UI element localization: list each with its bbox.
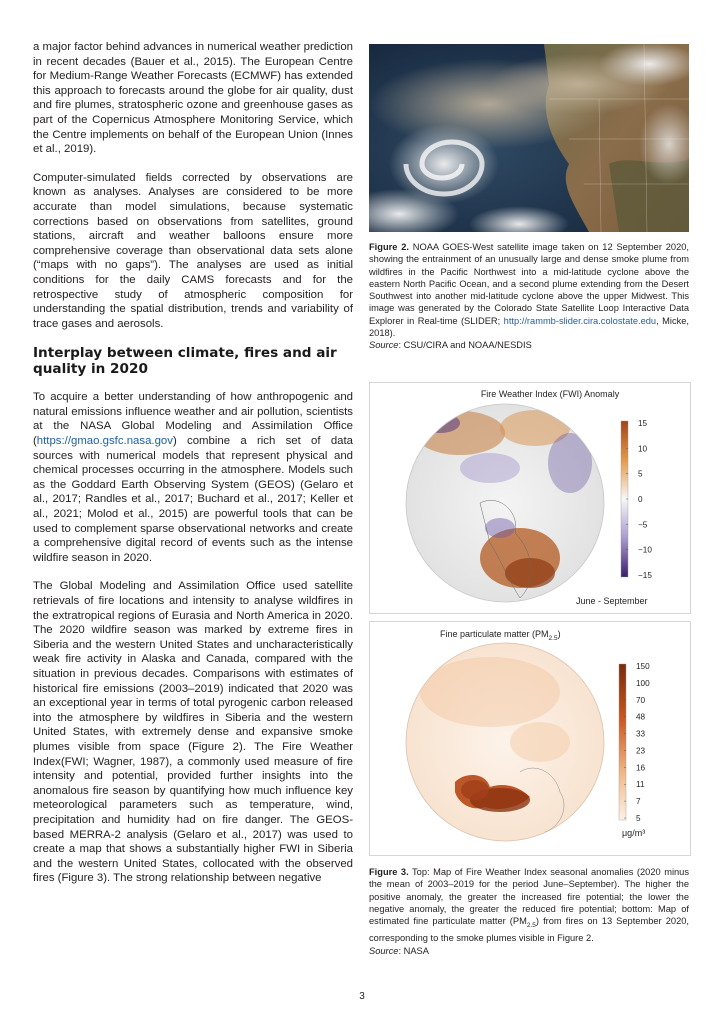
pm-tick-label: 11: [636, 780, 645, 790]
figure3-source-label: Source: [369, 945, 399, 956]
pm-tick-label: 23: [636, 746, 646, 756]
fwi-tick-label: 5: [638, 469, 643, 479]
body-paragraph: a major factor behind advances in numerical weather prediction in recent decades (Bauer et al., 2015). The European Centre for Medium-Range Weather Forecasts (ECMWF) has extended this approach to forecasts around the globe for air quality, dust and fire plumes, stratospheric ozone and greenhouse gases as part of the Copernicus Atmosphere Monitoring Service, which the Centre implements on behalf of the European Union (Innes et al., 2019).: [33, 41, 353, 156]
figure3-text-b: ) from fires on 13 September 2020, corresponding to the smoke plumes visible in Figure 2.: [369, 916, 689, 944]
body-paragraph: [33, 390, 353, 565]
paragraph-text: To acquire a better understanding of how anthropogenic and natural emissions influence weather and air pollution, scientists at the NASA Global Modeling and Assimilation Office (: [33, 391, 353, 448]
figure2-text: NOAA GOES-West satellite image taken on 12 September 2020, showing the entrainment of an unusually large and dense smoke plume from wildfires in the Pacific Northwest into a mid-latitude cyclone above the eastern North Pacific Ocean, and a second plume extending from the Desert Southwest into another mid-latitude cyclone above the upper Midwest. This image was generated by the Colorado State Satellite Loop Interactive Data Explorer in Real-time (SLIDER;: [369, 242, 689, 326]
pm-unit-label: μg/m³: [622, 828, 646, 838]
section-heading: Interplay between climate, fires and air quality in 2020: [33, 345, 337, 378]
pm-tick-label: 16: [636, 763, 646, 773]
satellite-image: [369, 44, 689, 232]
pm-title-suffix: ): [557, 629, 561, 639]
pm-tick-label: 48: [636, 712, 646, 722]
fwi-period-label: June - September: [576, 596, 648, 606]
fwi-tick-label: −5: [638, 520, 648, 530]
figure3-text-a: Top: Map of Fire Weather Index seasonal anomalies (2020 minus the mean of 2003–2019 for the period June–September). The higher the positive anomaly, the greater the increased fire potential; the lower the negative anomaly, the greater the reduced fire potential; bottom: Map of estimated fine particulate matter (PM: [369, 867, 689, 927]
fwi-tick-label: 0: [638, 495, 643, 504]
pm-tick-label: 100: [636, 678, 650, 688]
pm-title-sub: 2.5: [548, 634, 558, 642]
fwi-tick-label: −10: [638, 545, 652, 555]
left-column: [33, 40, 353, 900]
pm-tick-label: 7: [636, 797, 641, 807]
figure2-caption: [369, 241, 689, 352]
pm-tick-label: 70: [636, 695, 646, 705]
page-number: 3: [359, 991, 365, 1002]
body-paragraph: The Global Modeling and Assimilation Office used satellite retrievals of fire locations and intensity to analyse wildfires in the extratropical regions of Eurasia and North America in 2020. The 2020 wildfire season was marked by extreme fires in Siberia and the western United States and uncharacteristically weak fire activity in Alaska and Canada, compared with the situation in previous decades. Comparisons with estimates of historical fire emissions (2003–2019) indicated that 2020 was an exceptional year in terms of total pyrogenic carbon released into the atmosphere by wildfires in Siberia and the western United States, with extremely dense and expansive smoke plumes visible from space (Figure 2). The Fire Weather Index(FWI; Wagner, 1987), a commonly used measure of fire intensity and potential, provided further insights into the anomalous fire season by quantifying how much influence key meteorological parameters such as temperature, wind, precipitation and humidity had on fire danger. The GEOS-based MERRA-2 analysis (Gelaro et al., 2017) was used to create a map that shows a substantially higher FWI in Siberia and the western United States, collocated with the observed fires (Figure 3). The strong relationship between negative: [33, 580, 353, 885]
fwi-map-panel: [369, 382, 691, 614]
body-paragraph: Computer-simulated fields corrected by observations are known as analyses. Analyses are considered to be more accurate than model simulations, because systematic corrections based on observations from satellites, ground stations, aircraft and weather balloons ensure more comprehensive coverage than observational data sets alone (“maps with no gaps”). The analyses are used as initial conditions for the daily CAMS forecasts and for the retrospective study of atmospheric composition for understanding the spatial distribution, trends and variability of trace gases and aerosols.: [33, 171, 353, 330]
figure2-source-label: Source: [369, 340, 399, 351]
fwi-tick-label: 15: [638, 419, 648, 428]
fwi-tick-label: −15: [638, 571, 652, 580]
fwi-tick-label: 10: [638, 444, 648, 454]
paragraph-text: ) combine a rich set of data sources with numerical models that represent physical and chemical processes occurring in the atmosphere. Models such as the Goddard Earth Observing System (GEOS) (Gelaro et al., 2017; Randles et al., 2017; Buchard et al., 2017; Keller et al., 2021; Molod et al., 2015) are powerful tools that can be used to complement sparse observational networks and create a comprehensive digital record of events such as the intense wildfire season in 2020.: [33, 435, 353, 564]
figure2-text-end: , Micke, 2018).: [369, 315, 689, 339]
figure2-label: Figure 2.: [369, 242, 409, 252]
figure3-label: Figure 3.: [369, 867, 409, 877]
pm-tick-label: 150: [636, 662, 650, 671]
figure2-source: : CSU/CIRA and NOAA/NESDIS: [398, 340, 532, 351]
slider-link[interactable]: http://rammb-slider.cira.colostate.edu: [503, 315, 657, 326]
pm-title-prefix: Fine particulate matter (PM: [440, 629, 549, 639]
pm-tick-label: 5: [636, 814, 641, 823]
pm-colorbar: [619, 664, 626, 820]
fwi-map-title: Fire Weather Index (FWI) Anomaly: [480, 389, 620, 399]
pm-map-panel: [369, 621, 691, 856]
pm-tick-label: 33: [636, 729, 646, 739]
gmao-link[interactable]: https://gmao.gsfc.nasa.gov: [36, 435, 173, 448]
figure3-source: : NASA: [398, 945, 429, 956]
figure3-caption: [369, 866, 689, 957]
figure3-sub: 2.5: [526, 922, 536, 930]
